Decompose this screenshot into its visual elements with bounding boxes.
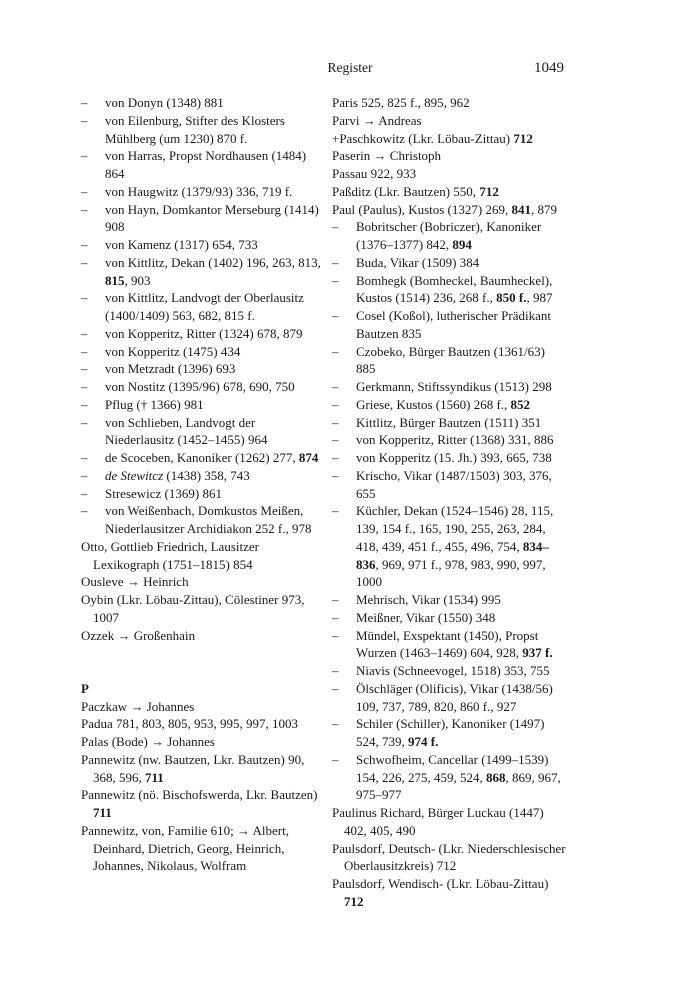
subentry-dash: –: [81, 450, 88, 465]
index-subentry: [81, 201, 324, 237]
subentry-dash: –: [332, 503, 339, 519]
entry-text: Ousleve → Heinrich: [81, 574, 189, 590]
index-entry: [81, 733, 324, 751]
subentry-dash: –: [332, 414, 339, 430]
entry-text: von Eilenburg, Stifter des Klosters Mühlberg (um 1230) 870 f.: [105, 112, 285, 146]
running-head-title: Register: [327, 60, 373, 75]
subentry-dash: –: [332, 254, 339, 270]
entry-text: von Kopperitz (1475) 434: [105, 343, 241, 359]
entry-text: von Schlieben, Landvogt der Niederlausitz (1452–1455) 964: [105, 414, 268, 448]
entry-text: Passau 922, 933: [332, 166, 417, 181]
subentry-dash: –: [332, 272, 339, 288]
entry-text: 841: [511, 201, 531, 217]
index-entry: [81, 698, 324, 716]
entry-text: Czobeko, Bürger Bautzen (1361/63) 885: [356, 343, 545, 377]
index-subentry: [332, 609, 566, 627]
entry-text: (1438) 358, 743: [163, 467, 250, 483]
index-subentry: [81, 467, 324, 485]
index-entry: [332, 183, 566, 201]
entry-text: von Kopperitz, Ritter (1324) 678, 879: [105, 325, 303, 341]
entry-text: Oybin (Lkr. Löbau-Zittau), Cölestiner 973, 1007: [81, 592, 305, 625]
entry-text: von Haugwitz (1379/93) 336, 719 f.: [105, 183, 293, 199]
index-subentry: [81, 254, 324, 290]
entry-text: Ölschläger (Olificis), Vikar (1438/56) 109, 737, 789, 820, 860 f., 927: [356, 680, 553, 714]
entry-text: 712: [344, 893, 364, 909]
index-subentry: [81, 236, 324, 254]
entry-text: Ozzek → Großenhain: [81, 627, 196, 643]
index-subentry: [332, 627, 566, 663]
entry-text: 894: [452, 237, 472, 252]
entry-text: Meißner, Vikar (1550) 348: [356, 609, 496, 625]
entry-text: Küchler, Dekan (1524–1546) 28, 115, 139, 154 f., 165, 190, 255, 263, 284, 418, 439, 451 f., 455, 496, 754,: [356, 503, 554, 554]
entry-text: von Harras, Propst Nordhausen (1484) 864: [105, 148, 307, 181]
entry-text: von Donyn (1348) 881: [105, 95, 224, 110]
entry-text: , 987: [526, 290, 553, 306]
subentry-dash: –: [81, 414, 88, 430]
index-subentry: [81, 449, 324, 467]
index-entry: [332, 804, 566, 840]
entry-text: Mehrisch, Vikar (1534) 995: [356, 592, 501, 607]
entry-text: Bobritscher (Bobriczer), Kanoniker (1376–1377) 842,: [356, 219, 542, 252]
subentry-dash: –: [332, 609, 339, 625]
subentry-dash: –: [332, 663, 339, 678]
index-subentry: [332, 680, 566, 716]
subentry-dash: –: [332, 680, 339, 696]
entry-text: 711: [145, 769, 164, 785]
index-subentry: [81, 94, 324, 112]
entry-text: 874: [298, 450, 319, 465]
entry-text: von Kittlitz, Landvogt der Oberlausitz (1400/1409) 563, 682, 815 f.: [105, 290, 304, 323]
entry-text: Stresewicz (1369) 861: [105, 485, 222, 501]
subentry-dash: –: [332, 379, 339, 394]
entry-text: Parvi → Andreas: [332, 112, 422, 128]
index-subentry: [81, 360, 324, 378]
index-subentry: [332, 662, 566, 680]
entry-text: Pflug († 1366) 981: [105, 396, 204, 412]
entry-text: 834–836: [356, 538, 549, 572]
subentry-dash: –: [81, 237, 88, 252]
index-subentry: [332, 591, 566, 609]
subentry-dash: –: [81, 254, 88, 270]
entry-text: Paul (Paulus), Kustos (1327) 269,: [332, 201, 512, 217]
index-subentry: [81, 343, 324, 361]
index-entry: [332, 165, 566, 183]
page-number: 1049: [534, 60, 564, 76]
subentry-dash: –: [81, 201, 88, 217]
index-subentry: [332, 715, 566, 751]
index-subentry: [332, 449, 566, 467]
entry-text: von Hayn, Domkantor Merseburg (1414) 908: [105, 201, 319, 235]
index-subentry: [332, 431, 566, 449]
index-entry: [81, 786, 324, 822]
index-subentry: [81, 112, 324, 148]
section-spacer: [81, 644, 324, 680]
entry-text: Cosel (Koßol), lutherischer Prädikant Bautzen 835: [356, 308, 551, 341]
index-entry: [81, 822, 324, 875]
subentry-dash: –: [332, 627, 339, 643]
subentry-dash: –: [81, 290, 88, 306]
entry-text: Paserin → Christoph: [332, 148, 442, 164]
entry-text: de Scoceben, Kanoniker (1262) 277,: [105, 450, 299, 465]
entry-text: , 869, 967, 975–977: [356, 769, 561, 803]
entry-text: 974 f.: [408, 734, 439, 749]
index-entry: [332, 94, 566, 112]
index-subentry: [81, 183, 324, 201]
index-entry: [81, 538, 324, 574]
entry-text: von Nostitz (1395/96) 678, 690, 750: [105, 379, 295, 394]
index-entry: [332, 130, 566, 148]
index-subentry: [332, 414, 566, 432]
index-subentry: [81, 325, 324, 343]
entry-text: von Metzradt (1396) 693: [105, 361, 236, 377]
index-subentry: [81, 396, 324, 414]
subentry-dash: –: [332, 432, 339, 448]
index-subentry: [332, 502, 566, 591]
index-subentry: [81, 485, 324, 503]
entry-text: 712: [513, 130, 533, 146]
entry-text: P: [81, 680, 89, 696]
subentry-dash: –: [81, 379, 88, 394]
entry-text: 937 f.: [522, 645, 553, 661]
entry-text: 712: [479, 183, 499, 199]
entry-text: von Kamenz (1317) 654, 733: [105, 237, 258, 252]
entry-text: Griese, Kustos (1560) 268 f.,: [356, 396, 511, 412]
index-entry: [332, 147, 566, 165]
index-subentry: [332, 378, 566, 396]
index-subentry: [332, 467, 566, 503]
subentry-dash: –: [332, 751, 339, 767]
index-subentry: [81, 502, 324, 538]
index-entry: [332, 875, 566, 911]
entry-text: Paris 525, 825 f., 895, 962: [332, 95, 470, 110]
entry-text: Pannewitz (nw. Bautzen, Lkr. Bautzen) 90, 368, 596,: [81, 751, 305, 785]
entry-text: 815: [105, 272, 125, 288]
entry-text: Buda, Vikar (1509) 384: [356, 254, 480, 270]
index-subentry: [332, 272, 566, 308]
subentry-dash: –: [332, 450, 339, 465]
entry-text: Niavis (Schneevogel, 1518) 353, 755: [356, 663, 550, 678]
subentry-dash: –: [332, 308, 339, 323]
index-subentry: [332, 343, 566, 379]
index-subentry: [81, 289, 324, 325]
entry-text: , 969, 971 f., 978, 983, 990, 997, 1000: [356, 556, 546, 590]
entry-text: Otto, Gottlieb Friedrich, Lausitzer Lexikograph (1751–1815) 854: [81, 538, 259, 572]
subentry-dash: –: [81, 361, 88, 377]
entry-text: Paulsdorf, Deutsch- (Lkr. Niederschlesischer Oberlausitzkreis) 712: [332, 840, 566, 874]
entry-text: Schwofheim, Cancellar (1499–1539) 154, 226, 275, 459, 524,: [356, 751, 549, 785]
subentry-dash: –: [81, 467, 88, 483]
index-subentry: [81, 414, 324, 450]
index-subentry: [81, 378, 324, 396]
entry-text: Paulsdorf, Wendisch- (Lkr. Löbau-Zittau): [332, 876, 549, 891]
index-entry: [81, 751, 324, 787]
index-subentry: [332, 396, 566, 414]
index-entry: [332, 840, 566, 876]
entry-text: de Stewitcz: [105, 467, 164, 483]
entry-text: Paczkaw → Johannes: [81, 698, 195, 714]
entry-text: 711: [93, 805, 112, 820]
subentry-dash: –: [332, 716, 339, 732]
index-entry: [81, 627, 324, 645]
entry-text: Bomhegk (Bomheckel, Baumheckel), Kustos (1514) 236, 268 f.,: [356, 272, 553, 306]
subentry-dash: –: [81, 148, 88, 164]
subentry-dash: –: [81, 183, 88, 199]
entry-text: Pannewitz, von, Familie 610; → Albert, Deinhard, Dietrich, Georg, Heinrich, Johannes, Nikolaus, Wolfram: [81, 822, 289, 874]
subentry-dash: –: [332, 467, 339, 483]
entry-text: 868: [486, 769, 506, 785]
entry-text: Schiler (Schiller), Kanoniker (1497) 524, 739,: [356, 716, 545, 749]
index-subentry: [332, 751, 566, 804]
index-column-right: [332, 94, 566, 911]
subentry-dash: –: [81, 112, 88, 128]
subentry-dash: –: [332, 343, 339, 359]
entry-text: Mündel, Exspektant (1450), Propst Wurzen (1463–1469) 604, 928,: [356, 627, 539, 661]
subentry-dash: –: [81, 485, 88, 501]
subentry-dash: –: [81, 343, 88, 359]
entry-text: Palas (Bode) → Johannes: [81, 734, 215, 749]
subentry-dash: –: [332, 592, 339, 607]
index-subentry: [332, 218, 566, 254]
index-column-left: [81, 94, 324, 875]
subentry-dash: –: [81, 325, 88, 341]
index-subentry: [332, 254, 566, 272]
entry-text: Paulinus Richard, Bürger Luckau (1447) 402, 405, 490: [332, 805, 544, 838]
index-entry: [332, 112, 566, 130]
index-entry: [332, 201, 566, 219]
entry-text: 850 f.: [496, 290, 527, 306]
entry-text: von Kittlitz, Dekan (1402) 196, 263, 813,: [105, 254, 321, 270]
entry-text: Padua 781, 803, 805, 953, 995, 997, 1003: [81, 716, 299, 732]
subentry-dash: –: [81, 396, 88, 412]
subentry-dash: –: [332, 219, 339, 235]
subentry-dash: –: [332, 396, 339, 412]
entry-text: Krischo, Vikar (1487/1503) 303, 376, 655: [356, 467, 552, 501]
index-subentry: [332, 307, 566, 343]
subentry-dash: –: [81, 95, 88, 110]
entry-text: +Paschkowitz (Lkr. Löbau-Zittau): [332, 130, 514, 146]
index-entry: [81, 591, 324, 627]
entry-text: , 879: [530, 201, 557, 217]
entry-text: von Kopperitz, Ritter (1368) 331, 886: [356, 432, 554, 448]
entry-text: , 903: [124, 272, 151, 288]
entry-text: Kittlitz, Bürger Bautzen (1511) 351: [356, 414, 542, 430]
entry-text: Paßditz (Lkr. Bautzen) 550,: [332, 183, 480, 199]
entry-text: 852: [510, 396, 531, 412]
entry-text: Pannewitz (nö. Bischofswerda, Lkr. Bautzen): [81, 787, 318, 803]
index-entry: [81, 573, 324, 591]
subentry-dash: –: [81, 503, 88, 519]
entry-text: von Weißenbach, Domkustos Meißen, Niederlausitzer Archidiakon 252 f., 978: [105, 503, 312, 536]
index-entry: [81, 715, 324, 733]
entry-text: von Kopperitz (15. Jh.) 393, 665, 738: [356, 450, 552, 465]
entry-text: Gerkmann, Stiftssyndikus (1513) 298: [356, 379, 552, 394]
section-letter: [81, 680, 324, 698]
index-subentry: [81, 147, 324, 183]
